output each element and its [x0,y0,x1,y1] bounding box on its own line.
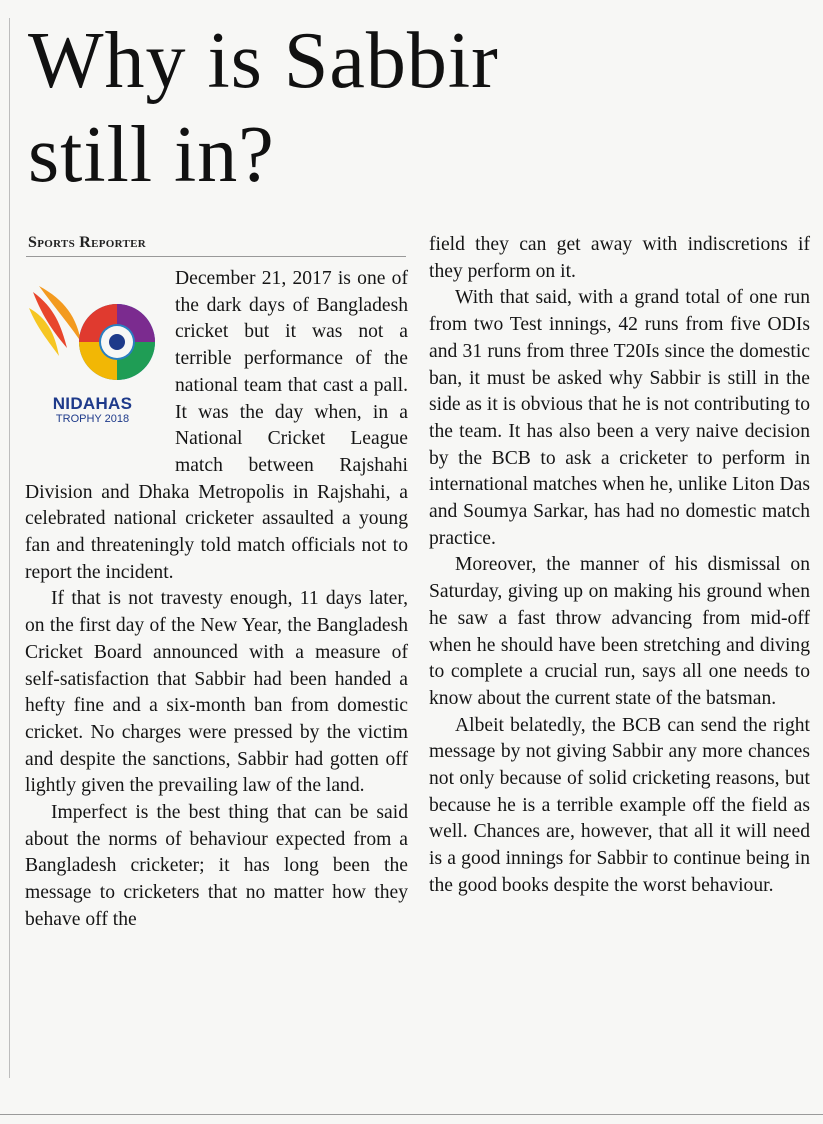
left-column-rule [9,18,10,1078]
trophy-emblem-icon [25,278,165,396]
paragraph: If that is not travesty enough, 11 days later, on the first day of the New Year, the Bangladesh Cricket Board announced with a measure of self-satisfaction that Sabbir had been handed a hefty fine and a six-month ban from domestic cricket. No charges were pressed by the victim and despite the sanctions, Sabbir had gotten off lightly given the prevailing law of the land. [25,588,408,797]
article-column-right [429,232,810,900]
article-column-left [25,266,408,934]
logo-wordmark: NIDAHAS [52,394,133,413]
logo-subtitle: TROPHY 2018 [55,413,130,425]
paragraph: Albeit belatedly, the BCB can send the right message by not giving Sabbir any more chances not only because of solid cricketing reasons, but because he is a terrible example off the field as well. Chances are, however, that all it will need is a good innings for Sabbir to continue being in the good books despite the worst behaviour. [429,714,810,896]
headline-line-1: Why is Sabbir [28,17,499,105]
paragraph: Moreover, the manner of his dismissal on Saturday, giving up on making his ground when he saw a fast throw advancing from mid-off when he should have been stretching and diving to complete a crucial run, says all one needs to know about the current state of the batsman. [429,554,810,709]
paragraph: field they can get away with indiscretions if they perform on it. [429,234,810,282]
paragraph: With that said, with a grand total of one run from two Test innings, 42 runs from five ODIs and 31 runs from three T20Is since the domestic ban, it must be asked why Sabbir is still in the side as it is obvious that he is not contributing to the team. It has also been a very naive decision by the BCB to ask a cricketer to perform in international matches when he, unlike Liton Das and Soumya Sarkar, has had no domestic match practice. [429,287,810,549]
headline-line-2: still in? [28,111,275,199]
paragraph: Imperfect is the best thing that can be said about the norms of behaviour expected from a Bangladesh cricketer; it has long been the message to cricketers that no matter how they behave off the [25,802,408,930]
paragraph: December 21, 2017 is one of the dark days of Bangladesh cricket but it was not a terrible performance of the national team that cast a pall. It was the day when, in a National Cricket League match between Rajshahi Division and Dhaka Metropolis in Rajshahi, a celebrated national cricketer assaulted a young fan and threateningly told match officials not to report the incident. [25,268,408,583]
nidahas-trophy-logo [25,278,165,450]
bottom-rule [0,1114,823,1115]
headline [28,14,808,202]
byline-rule [26,256,406,257]
byline: Sports Reporter [28,234,147,251]
